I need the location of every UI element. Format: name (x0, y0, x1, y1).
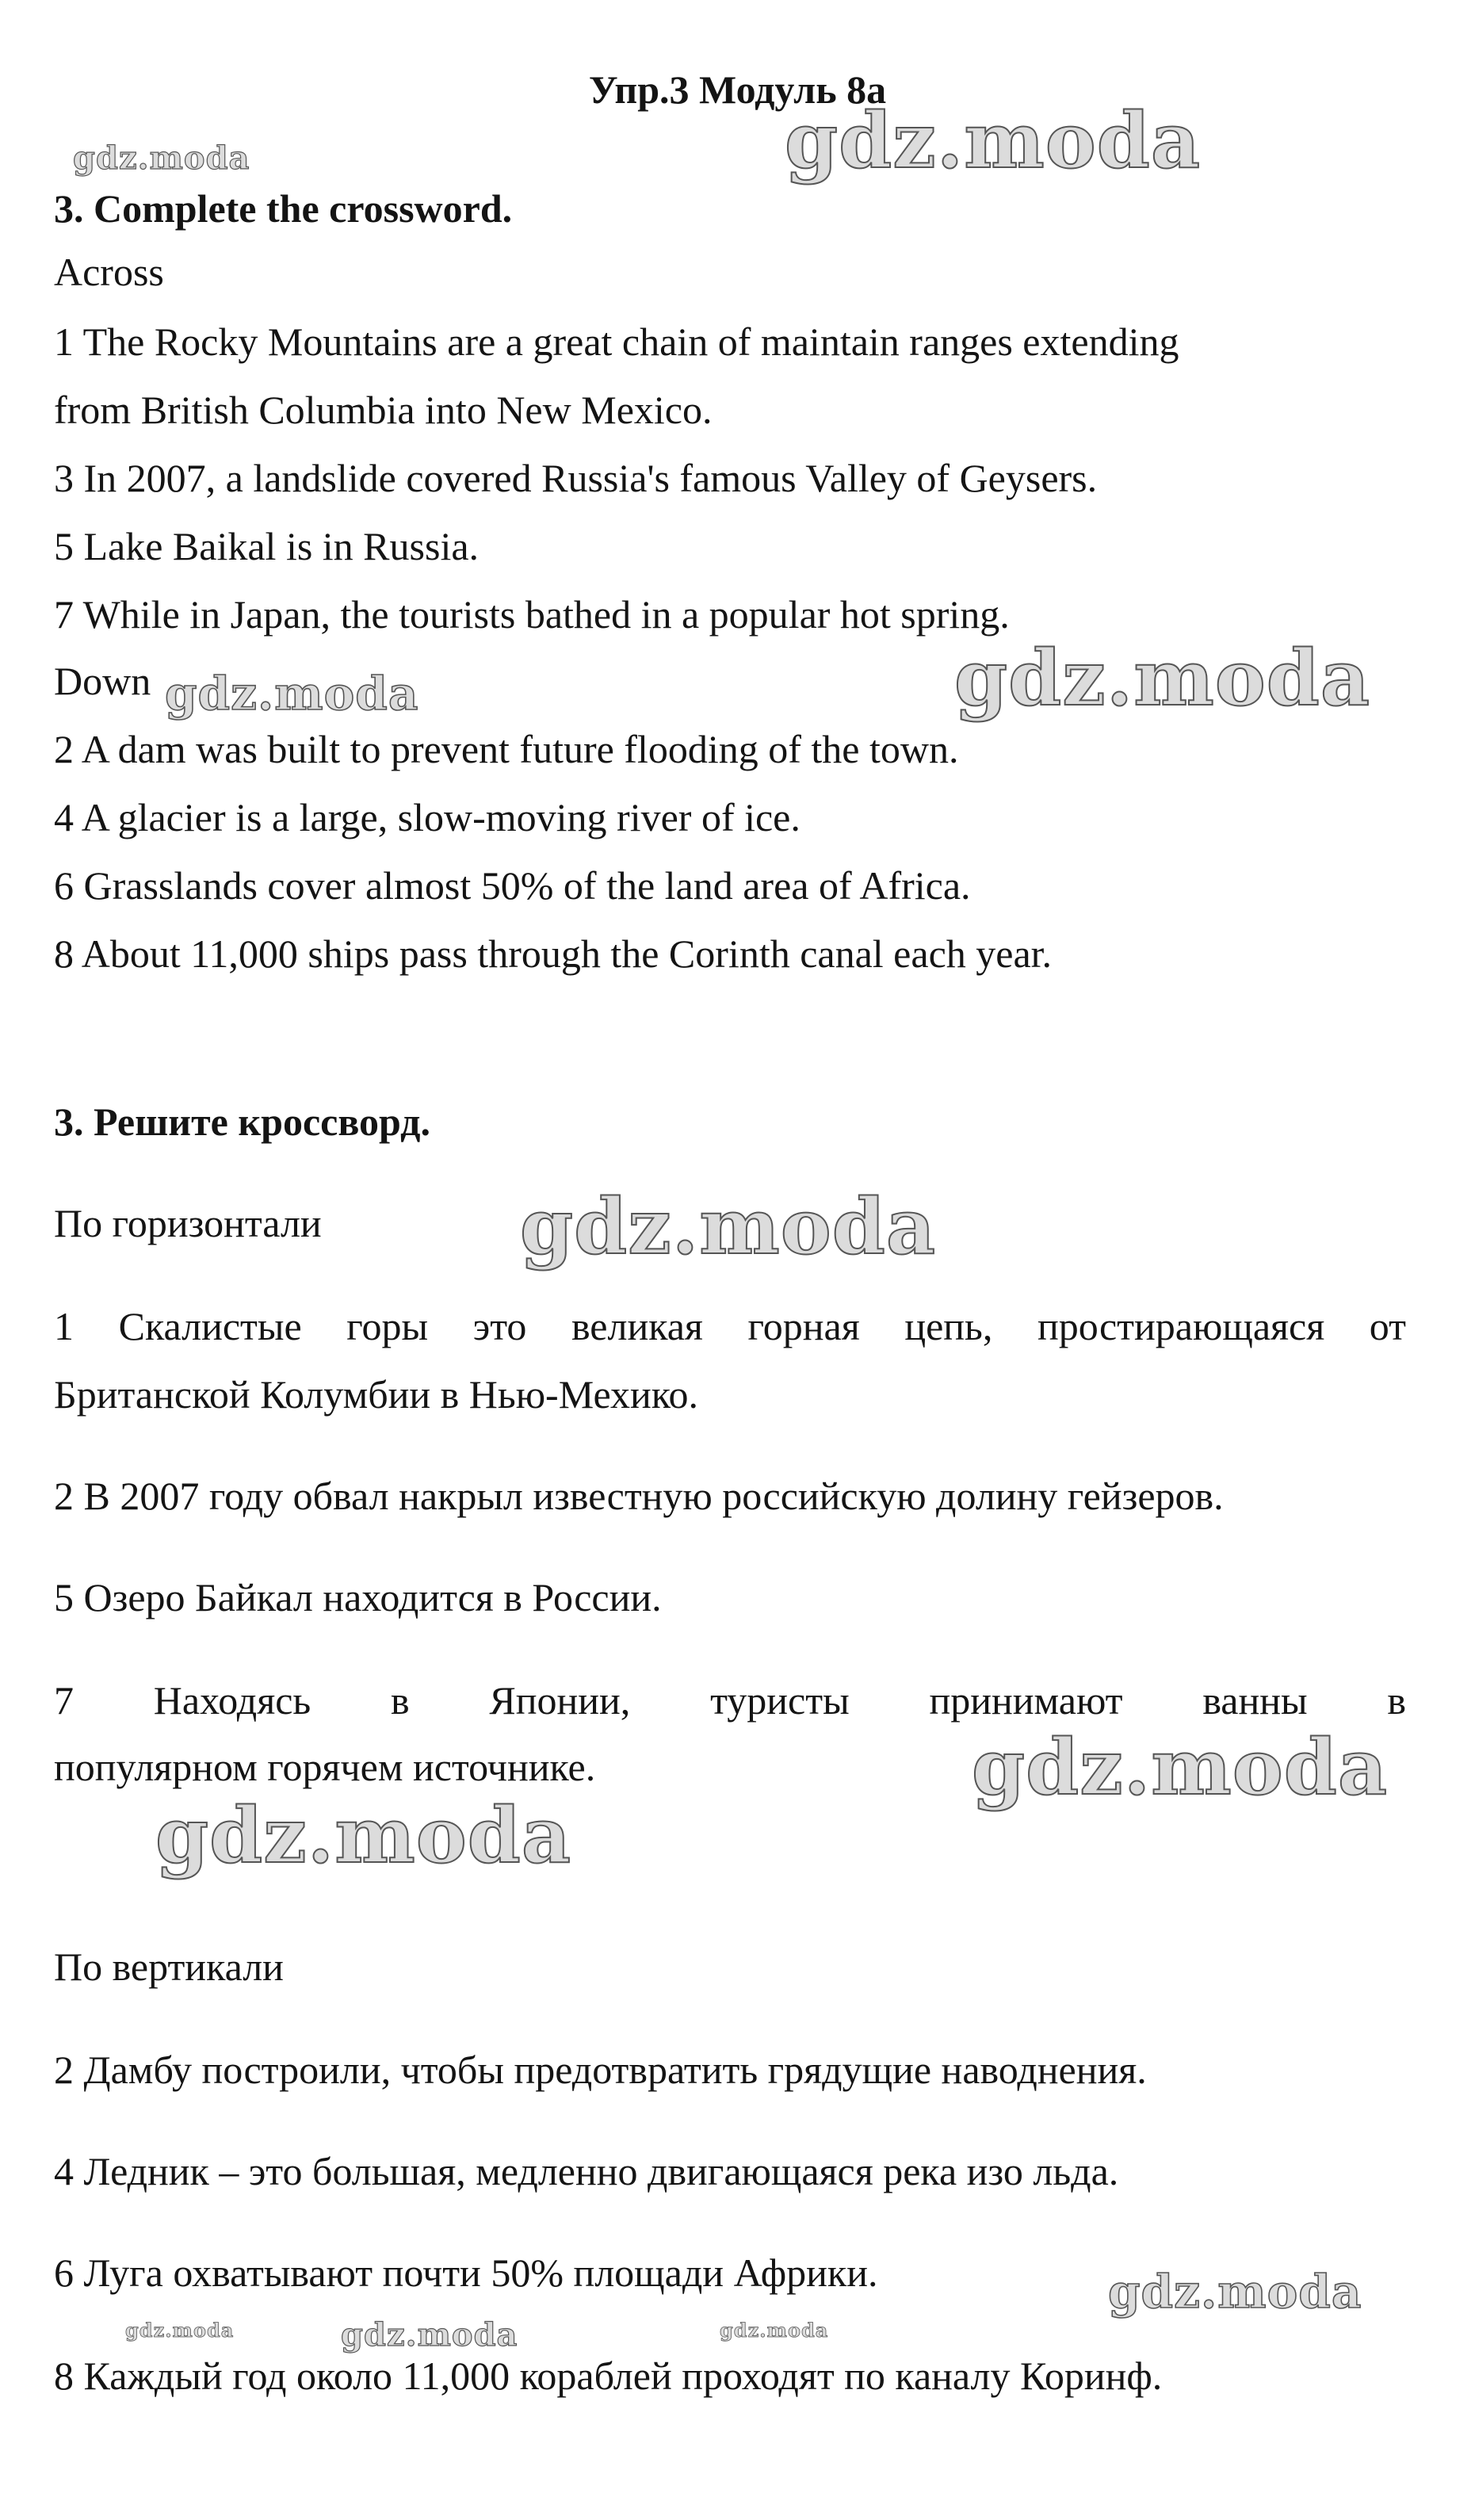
watermark: gdz.moda (954, 633, 1371, 723)
english-across-line: 3 In 2007, a landslide covered Russia's famous Valley of Geysers. (54, 456, 1098, 500)
english-down-line: 2 A dam was built to prevent future flooding of the town. (54, 727, 959, 771)
english-down-line: 6 Grasslands cover almost 50% of the land area of Africa. (54, 863, 971, 908)
english-down-line: 4 A glacier is a large, slow-moving river of ice. (54, 795, 801, 839)
watermark: gdz.moda (155, 1791, 572, 1880)
english-across-line: 1 The Rocky Mountains are a great chain of maintain ranges extending (54, 319, 1179, 364)
russian-item-7-line-2: популярном горячем источнике. (54, 1745, 596, 1789)
russian-down-item: 6 Луга охватывают почти 50% площади Африки. (54, 2250, 878, 2295)
watermark: gdz.moda (720, 2319, 829, 2342)
russian-item-1-line-2: Британской Колумбии в Нью-Мехико. (54, 1372, 699, 1417)
watermark: gdz.moda (165, 667, 419, 721)
watermark: gdz.moda (125, 2319, 235, 2342)
russian-down-item: 8 Каждый год около 11,000 кораблей проходят по каналу Коринф. (54, 2354, 1163, 2398)
english-across-line: 5 Lake Baikal is in Russia. (54, 524, 480, 568)
watermark: gdz.moda (1108, 2265, 1362, 2319)
english-heading: 3. Complete the crossword. (54, 186, 513, 231)
russian-down-label: По вертикали (54, 1944, 284, 1989)
english-down-line: 8 About 11,000 ships pass through the Corinth canal each year. (54, 931, 1053, 976)
english-across-label: Across (54, 250, 164, 294)
russian-item-1-line-1: 1 Скалистые горы это великая горная цепь, простирающаяся от (54, 1304, 1406, 1348)
watermark: gdz.moda (341, 2316, 518, 2354)
english-down-label: Down (54, 659, 151, 703)
russian-item-2: 2 В 2007 году обвал накрыл известную российскую долину гейзеров. (54, 1474, 1224, 1518)
watermark: gdz.moda (785, 96, 1202, 185)
russian-heading: 3. Решите кроссворд. (54, 1099, 430, 1144)
russian-across-label: По горизонтали (54, 1201, 322, 1245)
page-title: Упр.3 Модуль 8а (588, 67, 887, 112)
russian-item-7-line-1: 7 Находясь в Японии, туристы принимают ванны в (54, 1678, 1406, 1723)
watermark: gdz.moda (73, 140, 250, 177)
english-across-line: from British Columbia into New Mexico. (54, 388, 713, 432)
english-across-line: 7 While in Japan, the tourists bathed in a popular hot spring. (54, 592, 1010, 637)
russian-down-item: 4 Ледник – это большая, медленно двигающаяся река изо льда. (54, 2149, 1119, 2193)
watermark: gdz.moda (520, 1182, 937, 1271)
russian-down-item: 2 Дамбу построили, чтобы предотвратить грядущие наводнения. (54, 2048, 1147, 2092)
watermark: gdz.moda (972, 1723, 1389, 1812)
russian-item-5: 5 Озеро Байкал находится в России. (54, 1575, 662, 1619)
